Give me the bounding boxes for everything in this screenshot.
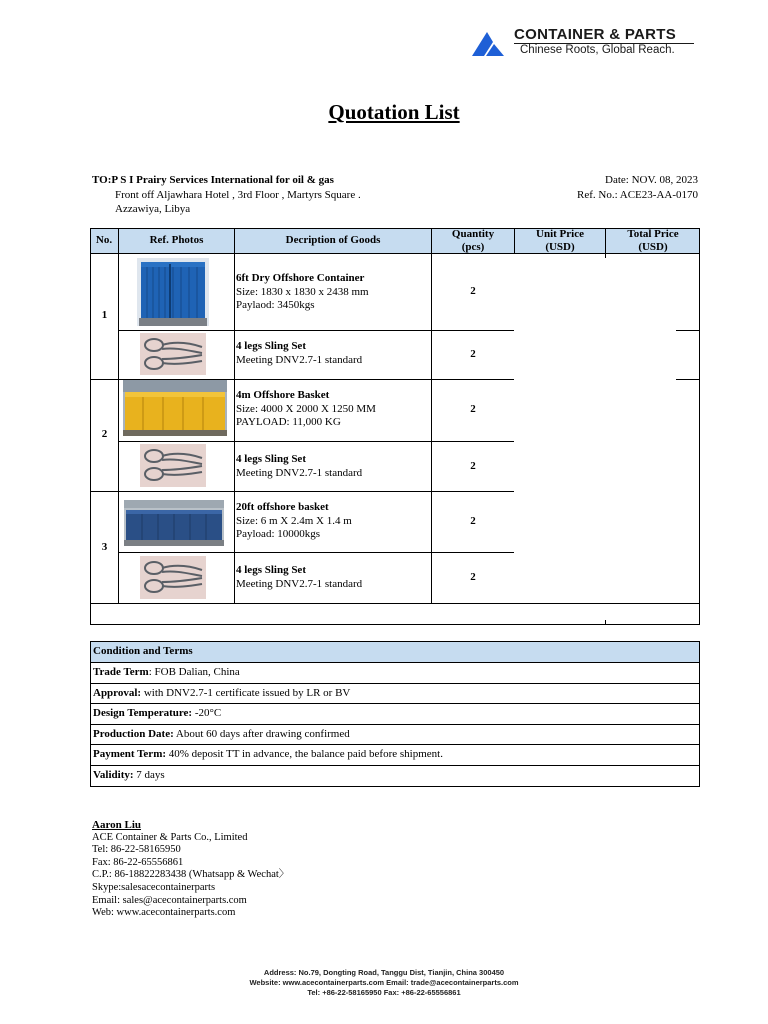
header-quantity-label: Quantity <box>451 228 495 240</box>
header-unit-price-label: Unit Price <box>536 228 584 240</box>
goods-table <box>90 228 700 625</box>
column-divider-photos <box>234 228 235 603</box>
table-border-bottom <box>90 624 700 625</box>
terms-table <box>90 641 700 787</box>
term-value: 40% deposit TT in advance, the balance paid before shipment. <box>168 748 443 760</box>
item-detail: Paylaod: 3450kgs <box>236 299 315 311</box>
sling-set-photo <box>140 556 206 599</box>
item-detail: Size: 6 m X 2.4m X 1.4 m <box>236 514 352 527</box>
item-quantity: 2 <box>470 515 476 527</box>
company-logo <box>472 26 702 60</box>
item-detail: Meeting DNV2.7-1 standard <box>236 577 363 590</box>
row-divider-2a <box>118 441 514 442</box>
term-row-approval <box>91 684 699 705</box>
term-label: Production Date: <box>93 727 174 740</box>
header-photos: Ref. Photos <box>149 234 204 246</box>
row-number: 3 <box>101 541 108 553</box>
column-divider-unit-price-tick <box>605 620 606 625</box>
quotation-date: Date: NOV. 08, 2023 <box>605 174 698 186</box>
item-detail: Meeting DNV2.7-1 standard <box>236 353 363 366</box>
item-detail: Payload: 10000kgs <box>236 528 321 540</box>
contact-email: Email: sales@acecontainerparts.com <box>92 894 247 906</box>
term-label: Trade Term <box>93 666 149 678</box>
row-divider-1a <box>118 330 514 331</box>
item-title: 20ft offshore basket <box>236 501 329 513</box>
item-description <box>236 389 376 430</box>
blue-container-photo <box>137 258 209 326</box>
term-value: 7 days <box>136 768 165 781</box>
item-title: 4m Offshore Basket <box>236 389 330 401</box>
header-no: No. <box>95 234 113 246</box>
item-title: 4 legs Sling Set <box>236 564 306 576</box>
item-quantity: 2 <box>470 403 476 415</box>
row-number: 2 <box>101 428 108 440</box>
contact-fax: Fax: 86-22-65556861 <box>92 856 184 868</box>
item-description <box>236 564 362 591</box>
contact-name: Aaron Liu <box>92 819 142 831</box>
term-value: -20°C <box>194 707 222 719</box>
header-unit-price-unit: (USD) <box>545 241 575 253</box>
footer-address: Address: No.79, Dongting Road, Tanggu Dist, Tianjin, China 300450 <box>263 968 505 977</box>
header-description: Decription of Goods <box>285 234 381 246</box>
term-row-trade-term <box>91 663 699 684</box>
item-detail: Meeting DNV2.7-1 standard <box>236 466 363 479</box>
row-stub-1 <box>676 330 700 331</box>
header-total-price-label: Total Price <box>627 228 679 240</box>
item-description <box>236 340 362 367</box>
header-unit-price <box>515 228 605 254</box>
reference-number: Ref. No.: ACE23-AA-0170 <box>577 189 698 201</box>
contact-cellphone: C.P.: 86-18822283438 (Whatsapp & Wechat〉 <box>92 869 290 881</box>
company-name: CONTAINER & PARTS <box>514 26 677 43</box>
item-title: 4 legs Sling Set <box>236 340 306 352</box>
terms-heading: Condition and Terms <box>91 642 699 663</box>
item-quantity: 2 <box>470 460 476 472</box>
contact-web: Web: www.acecontainerparts.com <box>92 907 236 919</box>
item-detail: Size: 4000 X 2000 X 1250 MM <box>236 402 376 415</box>
recipient-address-line2: Azzawiya, Libya <box>115 203 191 215</box>
yellow-basket-photo <box>123 380 227 436</box>
company-tagline: Chinese Roots, Global Reach. <box>520 44 675 56</box>
page-title: Quotation List <box>328 100 460 124</box>
row-stub-2 <box>676 379 700 380</box>
term-separator: : <box>148 666 155 678</box>
recipient-name: TO:P S I Prairy Services International for oil & gas <box>92 174 334 186</box>
item-detail: Size: 1830 x 1830 x 2438 mm <box>236 285 369 298</box>
term-label: Validity: <box>93 768 134 781</box>
item-quantity: 2 <box>470 285 476 297</box>
term-label: Approval: <box>93 686 142 699</box>
contact-block <box>92 819 289 920</box>
row-number: 1 <box>101 309 108 321</box>
column-divider-no <box>118 228 119 603</box>
item-description <box>236 272 369 313</box>
blue-basket-photo <box>124 500 224 546</box>
row-divider-3a <box>118 552 514 553</box>
contact-tel: Tel: 86-22-58165950 <box>92 844 181 856</box>
term-row-design-temperature <box>91 704 699 725</box>
item-title: 4 legs Sling Set <box>236 453 306 465</box>
term-label: Payment Term: <box>93 748 167 760</box>
footer-phones: Tel: +86-22-58165950 Fax: +86-22-65556861 <box>307 988 461 997</box>
term-row-validity <box>91 766 699 787</box>
term-row-payment-term <box>91 745 699 766</box>
table-border-right <box>699 228 700 625</box>
term-row-production-date <box>91 725 699 746</box>
contact-company: ACE Container & Parts Co., Limited <box>92 831 248 843</box>
item-quantity: 2 <box>470 571 476 583</box>
row-divider-group2 <box>90 491 514 492</box>
header-total-price <box>606 228 700 254</box>
row-divider-last <box>90 603 700 604</box>
item-quantity: 2 <box>470 348 476 360</box>
header-total-price-unit: (USD) <box>638 241 668 253</box>
company-logo-icon <box>472 30 506 56</box>
header-quantity-unit: (pcs) <box>461 241 485 253</box>
quotation-meta <box>577 173 698 203</box>
item-description <box>236 453 362 480</box>
item-description <box>236 501 352 542</box>
term-label: Design Temperature: <box>93 707 193 719</box>
term-value: About 60 days after drawing confirmed <box>175 727 350 740</box>
recipient-address-line1: Front off Aljawhara Hotel , 3rd Floor , Martyrs Square . <box>115 188 361 201</box>
footer-website: Website: www.acecontainerparts.com Email: trade@acecontainerparts.com <box>249 978 519 987</box>
table-border-left <box>90 228 91 625</box>
item-detail: PAYLOAD: 11,000 KG <box>236 416 341 428</box>
page-footer <box>0 968 768 998</box>
recipient-block <box>92 173 361 217</box>
contact-skype: Skype:salesacecontainerparts <box>92 881 216 893</box>
term-value: with DNV2.7-1 certificate issued by LR or BV <box>143 686 351 699</box>
sling-set-photo <box>140 444 206 487</box>
header-quantity <box>432 228 514 254</box>
sling-set-photo <box>140 333 206 375</box>
item-title: 6ft Dry Offshore Container <box>236 272 365 284</box>
term-value: FOB Dalian, China <box>154 666 240 678</box>
